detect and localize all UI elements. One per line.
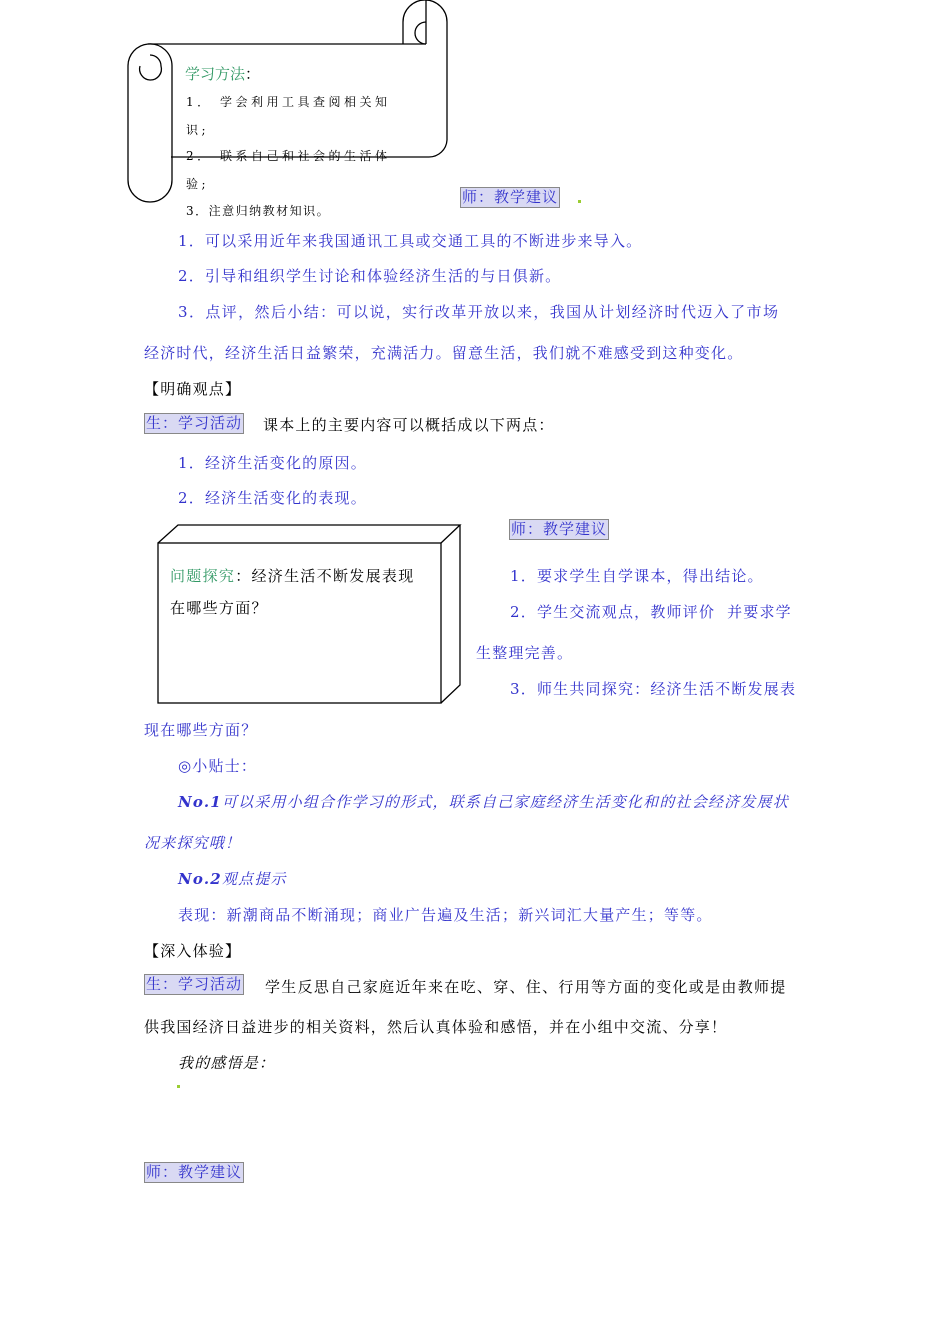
tips-no2-text: 观点提示 (221, 870, 287, 888)
student-tag-2: 生：学习活动 (146, 975, 243, 993)
marker-dot-1 (578, 200, 581, 203)
point-1: 1．经济生活变化的原因。 (178, 454, 367, 472)
scroll-title-label: 学习方法 (185, 65, 246, 83)
section-shenru: 【深入体验】 (144, 942, 242, 960)
advice2-p2b: 生整理完善。 (476, 644, 574, 662)
advice2-p1: 1．要求学生自学课本，得出结论。 (510, 567, 764, 585)
tips-no1-b: 况来探究哦！ (144, 834, 242, 852)
tips-title: ◎小贴士： (178, 757, 258, 775)
student2-a: 学生反思自己家庭近年来在吃、穿、住、行用等方面的变化或是由教师提 (265, 978, 787, 996)
scroll-title (185, 63, 260, 84)
tips-no1-label: No.1 (178, 793, 222, 811)
advice2-p3b: 现在哪些方面？ (144, 721, 258, 739)
advice1-p2: 2．引导和组织学生讨论和体验经济生活的与日俱新。 (178, 267, 562, 285)
box-question-label: 问题探究 (170, 567, 236, 585)
marker-dot-2 (177, 1085, 180, 1088)
section-mingque: 【明确观点】 (144, 380, 242, 398)
scroll-item-1b: 识; (186, 123, 210, 137)
scroll-title-colon: ： (245, 65, 261, 83)
box-question-text1: ：经济生活不断发展表现 (235, 567, 415, 585)
advice2-p3a: 3．师生共同探究：经济生活不断发展表 (510, 680, 797, 698)
point-2: 2．经济生活变化的表现。 (178, 489, 367, 507)
advice1-p1: 1．可以采用近年来我国通讯工具或交通工具的不断进步来导入。 (178, 232, 643, 250)
teacher-tag-1: 师：教学建议 (462, 188, 559, 206)
student-tag-1: 生：学习活动 (146, 414, 243, 432)
teacher-tag-2: 师：教学建议 (511, 520, 608, 538)
scroll-item-1a: 1． 学会利用工具查阅相关知 (186, 95, 391, 109)
box-question-text2: 在哪些方面？ (170, 599, 268, 617)
teacher-tag-3: 师：教学建议 (146, 1163, 243, 1181)
scroll-item-2b: 验; (186, 177, 210, 191)
advice1-p3b: 经济时代，经济生活日益繁荣，充满活力。留意生活，我们就不难感受到这种变化。 (144, 344, 744, 362)
my-feeling: 我的感悟是： (178, 1054, 276, 1072)
advice2-p2a: 2．学生交流观点，教师评价 并要求学 (510, 603, 792, 621)
advice1-p3a: 3．点评，然后小结：可以说，实行改革开放以来，我国从计划经济时代迈入了市场 (178, 303, 780, 321)
scroll-item-2a: 2． 联系自己和社会的生活体 (186, 149, 391, 163)
tips-expression: 表现：新潮商品不断涌现；商业广告遍及生活；新兴词汇大量产生；等等。 (178, 906, 713, 924)
box-question (170, 565, 415, 586)
tips-no2-label: No.2 (178, 870, 222, 888)
scroll-item-3: 3．注意归纳教材知识。 (186, 204, 331, 218)
tips-no2 (178, 868, 287, 889)
tips-no1-a (178, 791, 789, 812)
student1-text: 课本上的主要内容可以概括成以下两点： (263, 416, 555, 434)
tips-no1-text: 可以采用小组合作学习的形式，联系自己家庭经济生活变化和的社会经济发展状 (221, 793, 789, 811)
student2-b: 供我国经济日益进步的相关资料，然后认真体验和感悟，并在小组中交流、分享！ (144, 1018, 728, 1036)
